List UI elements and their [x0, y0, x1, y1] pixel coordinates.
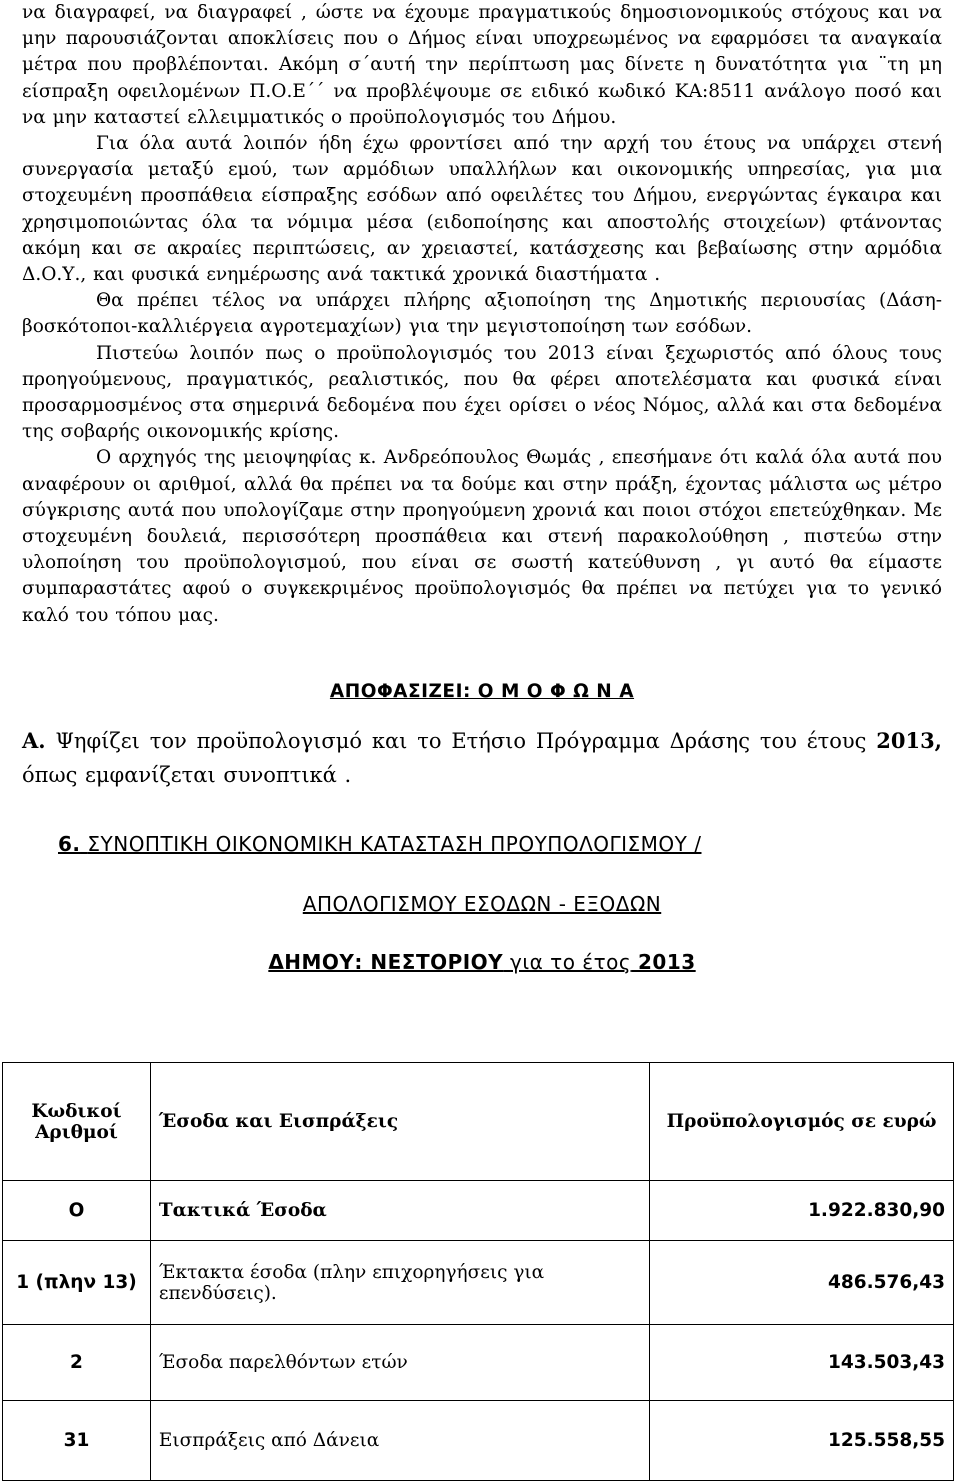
- header-revenue: Έσοδα και Εισπράξεις: [150, 1063, 649, 1181]
- table-header-row: [3, 1063, 954, 1181]
- vote-text: Ψηφίζει τον προϋπολογισμό και το Ετήσιο Πρόγραμμα Δράσης του έτους: [55, 728, 867, 753]
- table-row: [3, 1181, 954, 1241]
- budget-summary-table: [2, 1062, 954, 1481]
- section-subheading-municipality: [22, 950, 942, 974]
- year-prefix: για το έτος: [510, 949, 632, 974]
- municipality-name: ΔΗΜΟΥ: ΝΕΣΤΟΡΙΟΥ: [268, 949, 504, 974]
- row-description: Τακτικά Έσοδα: [150, 1181, 649, 1241]
- vote-statement: [22, 724, 942, 792]
- row-description: Εισπράξεις από Δάνεια: [150, 1401, 649, 1481]
- paragraph-municipal-property: Θα πρέπει τέλος να υπάρχει πλήρης αξιοποίηση της Δημοτικής περιουσίας (Δάση-βοσκότοποι-καλλιέργεια αγροτεμαχίων) για την μεγιστοποίηση των εσόδων.: [22, 290, 942, 338]
- vote-label: Α.: [22, 727, 46, 753]
- decision-heading: ΑΠΟΦΑΣΙΖΕΙ: Ο Μ Ο Φ Ω Ν Α: [329, 680, 635, 702]
- row-amount: 1.922.830,90: [650, 1181, 954, 1241]
- row-code: Ο: [3, 1181, 151, 1241]
- row-amount: 125.558,55: [650, 1401, 954, 1481]
- document-page: [22, 0, 942, 974]
- table-row: [3, 1241, 954, 1325]
- section-subheading-revenue-expense: ΑΠΟΛΟΓΙΣΜΟΥ ΕΣΟΔΩΝ - ΕΞΟΔΩΝ: [302, 891, 662, 916]
- header-codes: Κωδικοί Αριθμοί: [3, 1063, 151, 1181]
- vote-tail: όπως εμφανίζεται συνοπτικά .: [22, 762, 352, 787]
- row-description: Έσοδα παρελθόντων ετών: [150, 1325, 649, 1401]
- paragraph-collection-effort: Για όλα αυτά λοιπόν ήδη έχω φροντίσει από την αρχή του έτους να υπάρχει στενή συνεργασία μεταξύ εμού, των αρμόδιων υπαλλήλων και οικονομικής υπηρεσίας, για μια στοχευμένη προσπάθεια είσπραξης εσόδων από οφειλέτες του Δήμου, ενεργώντας έγκαιρα και χρησιμοποιώντας όλα τα νόμιμα μέσα (ειδοποίησης και αποστολής στοιχείων) φτάνοντας ακόμη και σε ακραίες περιπτώσεις, αν χρειαστεί, κατάσχεσης και βεβαίωσης στην αρμόδια Δ.Ο.Υ., και φυσικά ενημέρωσης ανά τακτικά χρονικά διαστήματα .: [22, 133, 942, 286]
- paragraph-minority-leader: Ο αρχηγός της μειοψηφίας κ. Ανδρεόπουλος Θωμάς , επεσήμανε ότι καλά όλα αυτά που αναφέρουν οι αριθμοί, αλλά θα πρέπει να τα δούμε και στην πράξη, έχοντας μάλιστα ως μέτρο σύγκρισης αυτά που υπολογίζαμε στην προηγούμενη χρονιά και ποιοι στόχοι επετεύχθηκαν. Με στοχευμένη δουλειά, περισσότερη προσπάθεια και στενή παρακολούθηση , πιστεύω στην υλοποίηση του προϋπολογισμού, που είναι σε σωστή κατεύθυνση , γι αυτό θα είμαστε συμπαραστάτες αφού ο συγκεκριμένος προϋπολογισμός θα πρέπει να πετύχει για το γενικό καλό του τόπου μας.: [22, 447, 942, 626]
- row-description: Έκτακτα έσοδα (πλην επιχορηγήσεις για επενδύσεις).: [150, 1241, 649, 1325]
- header-budget: Προϋπολογισμός σε ευρώ: [650, 1063, 954, 1181]
- table-row: [3, 1401, 954, 1481]
- row-code: 1 (πλην 13): [3, 1241, 151, 1325]
- section-title: ΣΥΝΟΠΤΙΚΗ ΟΙΚΟΝΟΜΙΚΗ ΚΑΤΑΣΤΑΣΗ ΠΡΟΥΠΟΛΟΓΙΣΜΟΥ /: [87, 831, 702, 856]
- row-amount: 143.503,43: [650, 1325, 954, 1401]
- row-code: 31: [3, 1401, 151, 1481]
- vote-year: 2013,: [876, 727, 942, 753]
- paragraph-revenue-targets: να διαγραφεί, να διαγραφεί , ώστε να έχουμε πραγματικούς δημοσιονομικούς στόχους και να μην παρουσιάζονται αποκλίσεις που ο Δήμος είναι υποχρεωμένος να εφαρμόσει τα αναγκαία μέτρα που προβλέπονται. Ακόμη σ΄αυτή την περίπτωση μας δίνετε η δυνατότητα για ¨τη μη είσπραξη οφειλομένων Π.Ο.Ε΄΄ να προβλέψουμε σε ειδικό κωδικό ΚΑ:8511 ανάλογο ποσό και να μην καταστεί ελλειμματικός ο προϋπολογισμός του Δήμου.: [22, 2, 942, 128]
- paragraph-budget-2013: Πιστεύω λοιπόν πως ο προϋπολογισμός του 2013 είναι ξεχωριστός από όλους τους προηγούμενους, πραγματικός, ρεαλιστικός, που θα φέρει αποτελέσματα και φυσικά είναι προσαρμοσμένος στα σημερινά δεδομένα που έχει ορίσει ο νέος Νόμος, αλλά και στα δεδομένα της σοβαρής οικονομικής κρίσης.: [22, 342, 942, 443]
- row-amount: 486.576,43: [650, 1241, 954, 1325]
- table-row: [3, 1325, 954, 1401]
- row-code: 2: [3, 1325, 151, 1401]
- section-number: 6.: [58, 831, 81, 856]
- year-value: 2013: [638, 949, 696, 974]
- section-heading-summary: [22, 832, 942, 856]
